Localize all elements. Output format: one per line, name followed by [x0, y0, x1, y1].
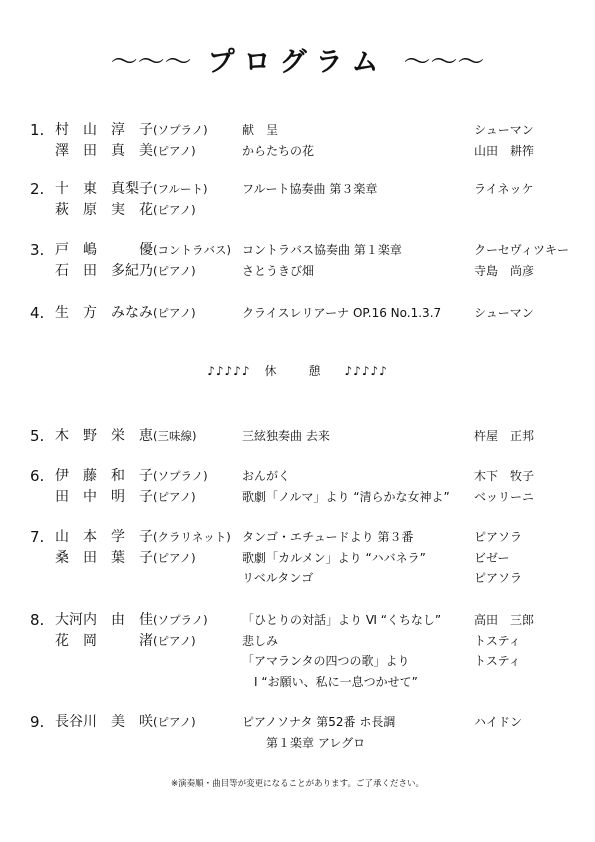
performer-instrument: (クラリネット)	[153, 530, 231, 544]
program-title	[0, 40, 595, 79]
performer	[55, 713, 196, 731]
performer-instrument: (ピアノ)	[153, 143, 196, 158]
performer-name: 花 岡 渚	[55, 632, 153, 649]
performer-instrument: (フルート)	[153, 182, 208, 196]
performer	[55, 121, 208, 139]
composer-name: 杵屋 正邦	[474, 429, 535, 443]
performer	[55, 549, 196, 567]
performer-name: 澤 田 真 美	[55, 142, 153, 159]
piece-title: コントラバス協奏曲 第１楽章	[242, 243, 402, 257]
program-number: 6.	[30, 467, 45, 485]
performer-name: 伊 藤 和 子	[55, 468, 153, 484]
performer	[55, 142, 196, 160]
performer	[55, 180, 208, 198]
performer-name: 山 本 学 子	[55, 529, 153, 545]
piece-title: さとうきび畑	[242, 263, 315, 278]
music-notes-left: ♪♪♪♪♪	[207, 364, 251, 378]
music-notes-right: ♪♪♪♪♪	[344, 364, 388, 378]
composer-name: クーセヴィツキー	[474, 243, 570, 257]
piece-title: クライスレリアーナ OP.16 No.1.3.7	[242, 306, 442, 320]
program-number: 8.	[30, 611, 45, 629]
performer-name: 桑 田 葉 子	[55, 549, 153, 566]
composer-name: シューマン	[474, 306, 534, 320]
piece-title: 三絃独奏曲 去来	[242, 429, 330, 443]
composer-name: トスティ	[474, 633, 521, 648]
performer	[55, 427, 196, 445]
performer	[55, 241, 231, 259]
piece-title: Ⅰ “お願い、私に一息つかせて”	[242, 674, 418, 689]
program-number: 3.	[30, 241, 45, 259]
title-decoration-left: ～～～	[110, 47, 192, 78]
title-decoration-right: ～～～	[403, 47, 485, 78]
piece-title: からたちの花	[242, 143, 315, 158]
composer-name: ベッリーニ	[474, 489, 535, 504]
intermission-label: 休 憩	[264, 364, 331, 378]
performer-name: 木 野 栄 恵	[55, 428, 153, 444]
piece-title: 歌劇「カルメン」より “ハバネラ”	[242, 550, 426, 565]
piece-title: ピアノソナタ 第52番 ホ長調	[242, 715, 396, 729]
performer-instrument: (ソプラノ)	[153, 469, 208, 483]
piece-title: おんがく	[242, 469, 291, 483]
intermission	[0, 362, 595, 379]
performer-instrument: (ソプラノ)	[153, 613, 208, 627]
piece-title: 第１楽章 アレグロ	[242, 735, 366, 750]
performer-name: 十 東 真梨子	[55, 181, 153, 197]
performer	[55, 632, 196, 650]
performer	[55, 304, 196, 322]
composer-name: 高田 三郎	[474, 613, 535, 627]
performer	[55, 201, 196, 219]
performer-name: 田 中 明 子	[55, 488, 153, 505]
piece-title: 「ひとりの対話」より Ⅵ “くちなし”	[242, 613, 442, 627]
piece-title: フルート協奏曲 第３楽章	[242, 182, 378, 196]
program-number: 4.	[30, 304, 45, 322]
program-number: 1.	[30, 121, 45, 139]
performer-instrument: (ソプラノ)	[153, 123, 208, 137]
piece-title: 悲しみ	[242, 633, 279, 648]
composer-name: 山田 耕筰	[474, 143, 535, 158]
piece-title: リベルタンゴ	[242, 571, 314, 585]
composer-name: ハイドン	[474, 715, 523, 729]
composer-name: ライネッケ	[474, 182, 534, 196]
performer-name: 村 山 淳 子	[55, 122, 153, 138]
performer-name: 大河内 由 佳	[55, 612, 153, 628]
performer	[55, 488, 196, 506]
composer-name: 寺島 尚彦	[474, 263, 535, 278]
composer-name: ピアソラ	[474, 530, 523, 544]
footnote: ※演奏順・曲目等が変更になることがあります。ご了承ください。	[171, 779, 424, 789]
performer-instrument: (ピアノ)	[153, 489, 196, 504]
composer-name: シューマン	[474, 123, 534, 137]
performer	[55, 262, 196, 280]
performer-name: 石 田 多紀乃	[55, 262, 153, 279]
performer-instrument: (ピアノ)	[153, 715, 196, 729]
title-text: プログラム	[207, 47, 388, 78]
performer-instrument: (ピアノ)	[153, 550, 196, 565]
program-number: 2.	[30, 180, 45, 198]
performer-instrument: (ピアノ)	[153, 263, 196, 278]
program-number: 9.	[30, 713, 45, 731]
performer-instrument: (ピアノ)	[153, 306, 196, 320]
piece-title: 献 呈	[242, 123, 279, 137]
performer-name: 長谷川 美 咲	[55, 714, 153, 730]
composer-name: ビゼー	[474, 550, 510, 565]
composer-name: トスティ	[474, 654, 521, 668]
performer-instrument: (コントラバス)	[153, 243, 231, 257]
composer-name: ピアソラ	[474, 571, 523, 585]
performer	[55, 467, 208, 485]
piece-title: 「アマランタの四つの歌」より	[242, 654, 410, 668]
piece-title: 歌劇「ノルマ」より “清らかな女神よ”	[242, 489, 450, 504]
piece-title: タンゴ・エチュードより 第３番	[242, 530, 414, 544]
performer-name: 生 方 みなみ	[55, 305, 153, 321]
performer-name: 戸 嶋 優	[55, 242, 153, 258]
performer-instrument: (三味線)	[153, 429, 197, 443]
program-number: 5.	[30, 427, 45, 445]
performer-instrument: (ピアノ)	[153, 202, 196, 217]
performer-name: 萩 原 実 花	[55, 201, 153, 218]
performer	[55, 611, 208, 629]
performer	[55, 528, 231, 546]
composer-name: 木下 牧子	[474, 469, 535, 483]
program-number: 7.	[30, 528, 45, 546]
performer-instrument: (ピアノ)	[153, 633, 196, 648]
